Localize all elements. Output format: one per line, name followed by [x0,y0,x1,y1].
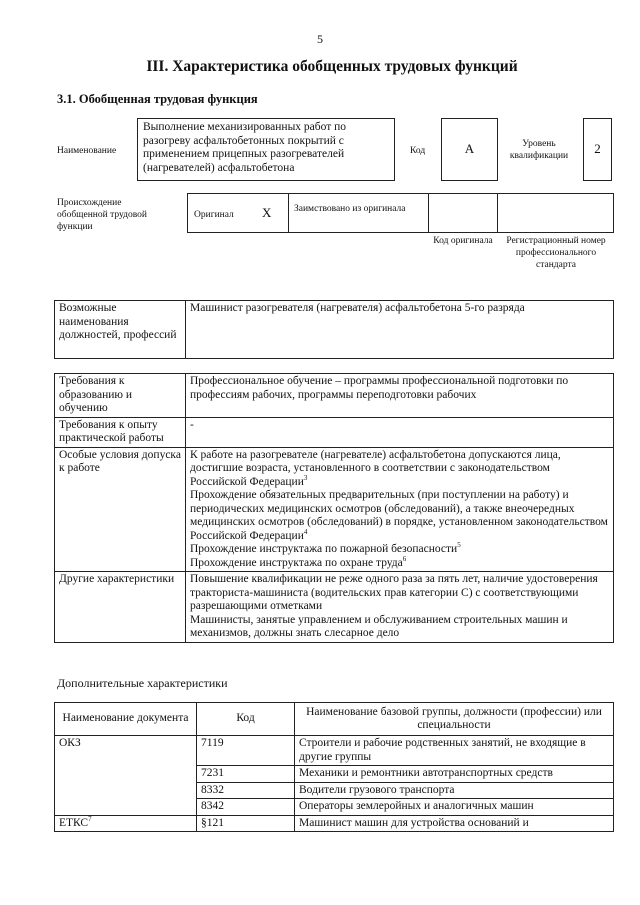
requirements-row-education [55,374,614,418]
level-box [583,118,612,181]
code-cell: 7231 [197,766,295,783]
group-name-cell: Операторы землеройных и аналогичных машин [295,799,614,816]
other-line: Повышение квалификации не реже одного раза за пять лет, наличие удостоверения тракториста-машиниста (водительских прав категории С) с соответствующими разрешающими отметками [190,573,598,612]
requirements-row-other [55,572,614,643]
original-box [187,193,289,233]
reg-number-label: Регистрационный номер профессионального стандарта [506,236,606,270]
borrowed-box [288,193,429,233]
code-cell: §121 [197,815,295,832]
positions-table [54,300,614,359]
education-value: Профессиональное обучение – программы профессиональной подготовки по профессиям рабочих, программы переподготовки рабочих [186,374,614,418]
page-number: 5 [317,32,323,46]
requirements-row-special [55,447,614,572]
header-code: Код [197,703,295,736]
original-mark: Х [262,205,272,220]
section-title: III. Характеристика обобщенных трудовых функций [146,58,518,75]
other-label: Другие характеристики [55,572,186,643]
additional-header-row [55,703,614,736]
table-row [55,766,614,783]
code-box [441,118,498,181]
borrowed-label: Заимствовано из оригинала [294,204,406,214]
header-document: Наименование документа [55,703,197,736]
additional-title: Дополнительные характеристики [57,676,228,690]
group-name-cell: Машинист машин для устройства оснований и [295,815,614,832]
other-value [186,572,614,643]
other-line: Машинисты, занятые управлением и обслуживанием строительных машин и механизмов, должны знать слесарное дело [190,613,568,639]
function-name-value: Выполнение механизированных работ по разогреву асфальтобетонных покрытий с применением прицепных разогревателей (нагревателей) асфальтобетона [143,121,347,174]
special-line: К работе на разогревателе (нагревателе) асфальтобетона допускаются лица, достигшие возраста, установленного в соответствии с законодательством Российской Федерации$^3$ [190,448,561,488]
special-line: Прохождение инструктажа по охране труда$^6$ [190,554,407,569]
code-original-label: Код оригинала [433,236,493,246]
special-value [186,447,614,572]
level-value: 2 [594,141,601,156]
code-cell: 8342 [197,799,295,816]
group-name-cell: Строители и рабочие родственных занятий, не входящие в другие группы [295,736,614,766]
original-label: Оригинал [194,210,234,220]
table-row [55,799,614,816]
special-line: Прохождение инструктажа по пожарной безопасности$^5$ [190,541,461,555]
code-original-box [428,193,498,233]
group-name-cell: Механики и ремонтники автотранспортных средств [295,766,614,783]
origin-label: Происхождение обобщенной трудовой функции [57,198,147,232]
doc-cell [55,766,197,783]
header-group-name: Наименование базовой группы, должности (профессии) или специальности [295,703,614,736]
code-cell: 8332 [197,782,295,799]
reg-number-box [497,193,614,233]
code-cell: 7119 [197,736,295,766]
requirements-table [54,373,614,643]
function-name-box [137,118,395,181]
special-label: Особые условия допуска к работе [55,447,186,572]
positions-label: Возможные наименования должностей, профессий [55,301,186,359]
doc-cell [55,782,197,799]
level-label: Уровень квалификации [509,139,569,161]
table-row [55,736,614,766]
experience-value: - [186,417,614,447]
doc-cell: ЕТКС$^7$ [55,815,197,832]
requirements-row-experience [55,417,614,447]
name-label: Наименование [57,146,117,156]
additional-table [54,702,614,832]
group-name-cell: Водители грузового транспорта [295,782,614,799]
education-label: Требования к образованию и обучению [55,374,186,418]
code-label: Код [410,146,426,156]
doc-cell: ОКЗ [55,736,197,766]
positions-value: Машинист разогревателя (нагревателя) асфальтобетона 5-го разряда [186,301,614,359]
experience-label: Требования к опыту практической работы [55,417,186,447]
table-row [55,782,614,799]
code-value: А [464,141,475,156]
subsection-title: 3.1. Обобщенная трудовая функция [57,92,258,106]
special-line: Прохождение обязательных предварительных (при поступлении на работу) и периодических медицинских осмотров (обследований), а также внеочередных медицинских осмотров (обследований) в порядке, установленном законодательством Российской Федерации$^4$ [190,489,608,542]
table-row [55,815,614,832]
doc-cell [55,799,197,816]
